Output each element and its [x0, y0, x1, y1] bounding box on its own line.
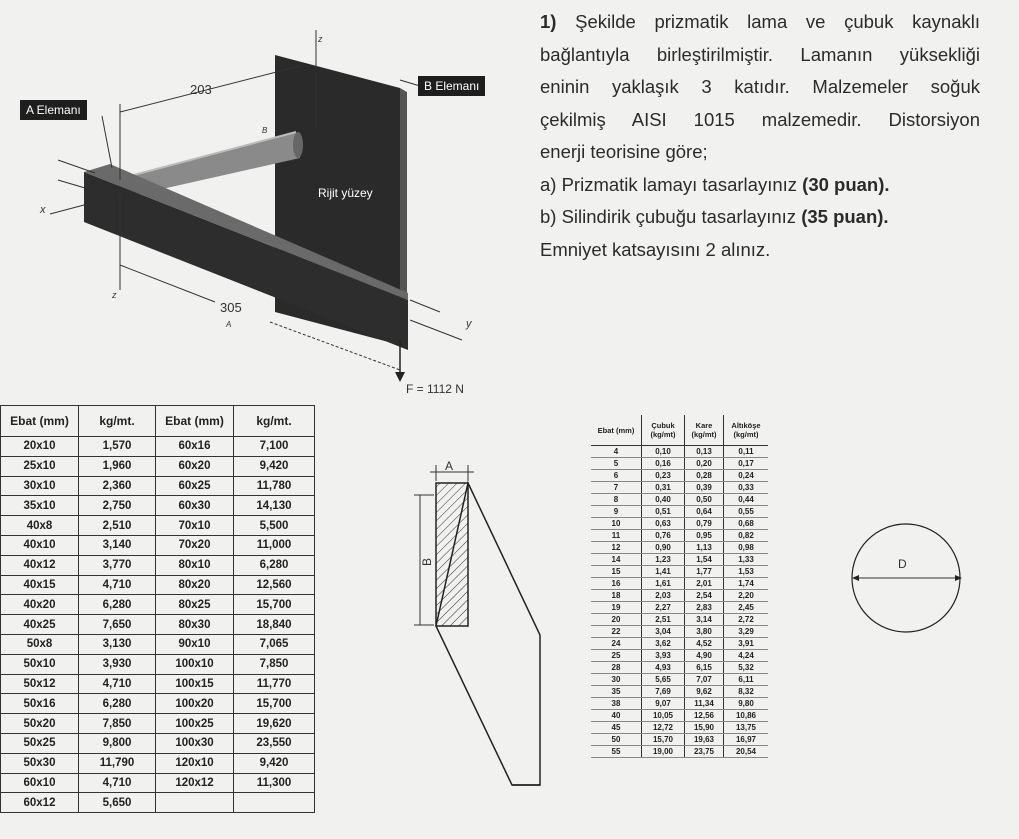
table-row	[591, 638, 768, 650]
table-row	[591, 662, 768, 674]
safety-factor-text: Emniyet katsayısını 2 alınız.	[540, 238, 771, 260]
table-cell: 20,54	[724, 746, 769, 758]
table-row	[591, 626, 768, 638]
table-row	[1, 496, 315, 516]
table-cell: 10,05	[642, 710, 685, 722]
table-cell	[156, 793, 234, 813]
table-row	[591, 470, 768, 482]
table-cell: 40x20	[1, 595, 79, 615]
table-cell: 0,44	[724, 494, 769, 506]
table-row	[1, 456, 315, 476]
table-row	[591, 602, 768, 614]
table-cell: 7,650	[79, 615, 156, 635]
table-cell: 9,420	[234, 456, 315, 476]
table-row	[591, 698, 768, 710]
cantilever-drawing	[0, 0, 530, 400]
table-cell: 19,63	[685, 734, 724, 746]
height-label-b: B	[420, 557, 435, 567]
table-cell: 1,41	[642, 566, 685, 578]
table-cell: 1,13	[685, 542, 724, 554]
table-cell: 5,32	[724, 662, 769, 674]
table-cell: 0,13	[685, 446, 724, 458]
table-cell: 3,80	[685, 626, 724, 638]
table-cell: 50x25	[1, 733, 79, 753]
table-cell: 8,32	[724, 686, 769, 698]
table-header-row	[591, 415, 768, 446]
table-cell: 11,34	[685, 698, 724, 710]
table-cell: 70x10	[156, 516, 234, 536]
table-cell: 50x20	[1, 714, 79, 734]
table-cell: 0,98	[724, 542, 769, 554]
table-row	[591, 734, 768, 746]
table-cell: 3,140	[79, 535, 156, 555]
rod-weight-table	[591, 415, 768, 758]
header-kare: Kare (kg/mt)	[685, 415, 724, 446]
table-row	[1, 516, 315, 536]
table-cell: 30x10	[1, 476, 79, 496]
table-cell: 0,55	[724, 506, 769, 518]
header-kgmt-2: kg/mt.	[234, 406, 315, 437]
table-cell: 3,770	[79, 555, 156, 575]
table-cell: 5,650	[79, 793, 156, 813]
table-row	[591, 566, 768, 578]
table-cell: 60x25	[156, 476, 234, 496]
table-cell: 19,620	[234, 714, 315, 734]
problem-number: 1)	[540, 11, 557, 32]
table-row	[1, 535, 315, 555]
table-cell: 11,770	[234, 674, 315, 694]
rectangular-section-figure	[400, 455, 560, 815]
a-element-label: A Elemanı	[20, 100, 87, 120]
table-cell: 2,72	[724, 614, 769, 626]
table-cell: 0,23	[642, 470, 685, 482]
table-cell: 0,17	[724, 458, 769, 470]
table-header-row	[1, 406, 315, 437]
header-cubuk: Çubuk (kg/mt)	[642, 415, 685, 446]
table-cell: 2,03	[642, 590, 685, 602]
b-element-label: B Elemanı	[418, 76, 485, 96]
table-cell: 16	[591, 578, 642, 590]
table-cell: 60x16	[156, 437, 234, 457]
point-a-label: A	[226, 320, 232, 329]
table-cell: 6,280	[79, 595, 156, 615]
table-cell: 120x10	[156, 753, 234, 773]
table-cell: 2,45	[724, 602, 769, 614]
table-cell: 6	[591, 470, 642, 482]
table-cell: 60x30	[156, 496, 234, 516]
table-cell: 0,64	[685, 506, 724, 518]
table-cell: 40x15	[1, 575, 79, 595]
table-cell: 4,710	[79, 575, 156, 595]
table-cell: 19,00	[642, 746, 685, 758]
table-cell: 2,51	[642, 614, 685, 626]
table-cell: 0,33	[724, 482, 769, 494]
problem-line-2: bağlantıyla birleştirilmiştir. Lamanın yüksekliği	[540, 43, 980, 65]
table-cell: 12,56	[685, 710, 724, 722]
part-a-text: a) Prizmatik lamayı tasarlayınız	[540, 173, 798, 195]
table-cell: 45	[591, 722, 642, 734]
table-row	[1, 714, 315, 734]
table-row	[591, 614, 768, 626]
table-cell: 1,61	[642, 578, 685, 590]
table-cell: 0,90	[642, 542, 685, 554]
table-cell: 55	[591, 746, 642, 758]
problem-line-4: çekilmiş AISI 1015 malzemedir. Distorsiyon	[540, 108, 980, 130]
table-cell: 7,850	[234, 654, 315, 674]
table-cell: 4	[591, 446, 642, 458]
table-cell: 11,780	[234, 476, 315, 496]
table-cell: 9,420	[234, 753, 315, 773]
table-cell: 2,360	[79, 476, 156, 496]
table-cell: 1,77	[685, 566, 724, 578]
table-cell: 5	[591, 458, 642, 470]
table-cell: 1,23	[642, 554, 685, 566]
table-cell: 4,90	[685, 650, 724, 662]
table-cell: 1,960	[79, 456, 156, 476]
table-cell: 0,31	[642, 482, 685, 494]
table-cell: 18	[591, 590, 642, 602]
force-label: F = 1112 N	[406, 382, 464, 396]
table-row	[591, 650, 768, 662]
force-arrow	[395, 372, 405, 382]
table-row	[1, 694, 315, 714]
axis-z-bottom-label: z	[112, 290, 117, 300]
table-cell: 2,750	[79, 496, 156, 516]
table-row	[591, 590, 768, 602]
table-cell: 50x30	[1, 753, 79, 773]
table-row	[591, 710, 768, 722]
table-cell: 3,14	[685, 614, 724, 626]
point-b-label: B	[262, 126, 268, 135]
table-cell: 0,10	[642, 446, 685, 458]
axis-x-label: x	[40, 204, 46, 216]
table-cell: 0,51	[642, 506, 685, 518]
table-cell: 2,20	[724, 590, 769, 602]
table-cell: 20	[591, 614, 642, 626]
table-cell: 10	[591, 518, 642, 530]
table-cell: 11,000	[234, 535, 315, 555]
table-cell: 70x20	[156, 535, 234, 555]
table-cell: 6,15	[685, 662, 724, 674]
table-cell: 2,510	[79, 516, 156, 536]
table-cell: 6,11	[724, 674, 769, 686]
table-cell: 9,07	[642, 698, 685, 710]
table-cell: 0,50	[685, 494, 724, 506]
table-cell: 0,39	[685, 482, 724, 494]
table-cell: 100x15	[156, 674, 234, 694]
table-cell: 40x25	[1, 615, 79, 635]
table-cell: 6,280	[79, 694, 156, 714]
table-row	[1, 615, 315, 635]
table-cell: 7	[591, 482, 642, 494]
table-cell: 2,27	[642, 602, 685, 614]
table-cell: 7,065	[234, 634, 315, 654]
table-cell: 3,62	[642, 638, 685, 650]
table-row	[591, 674, 768, 686]
table-row	[591, 722, 768, 734]
table-cell: 18,840	[234, 615, 315, 635]
table-cell: 50x16	[1, 694, 79, 714]
table-row	[1, 753, 315, 773]
table-cell: 3,91	[724, 638, 769, 650]
table-cell: 4,24	[724, 650, 769, 662]
part-b-text: b) Silindirik çubuğu tasarlayınız	[540, 206, 797, 227]
table-cell: 15,700	[234, 694, 315, 714]
table-cell: 4,710	[79, 773, 156, 793]
table-cell: 50x8	[1, 634, 79, 654]
table-cell: 5,65	[642, 674, 685, 686]
table-row	[1, 595, 315, 615]
circle-section-figure	[850, 505, 970, 650]
table-row	[1, 674, 315, 694]
table-cell: 4,710	[79, 674, 156, 694]
table-cell: 15,70	[642, 734, 685, 746]
header-altikose: Altıköşe (kg/mt)	[724, 415, 769, 446]
table-cell: 22	[591, 626, 642, 638]
table-row	[591, 446, 768, 458]
table-row	[1, 733, 315, 753]
table-row	[1, 575, 315, 595]
table-cell: 3,930	[79, 654, 156, 674]
table-cell: 12,560	[234, 575, 315, 595]
table-cell: 40x8	[1, 516, 79, 536]
table-cell: 100x20	[156, 694, 234, 714]
table-cell: 10,86	[724, 710, 769, 722]
table-row	[1, 793, 315, 813]
table-cell: 11	[591, 530, 642, 542]
table-cell: 2,01	[685, 578, 724, 590]
table-cell: 35x10	[1, 496, 79, 516]
table-cell: 7,69	[642, 686, 685, 698]
table-cell: 60x10	[1, 773, 79, 793]
table-cell: 0,76	[642, 530, 685, 542]
cantilever-figure	[0, 0, 530, 400]
table-cell: 15,700	[234, 595, 315, 615]
table-cell: 100x25	[156, 714, 234, 734]
table-cell: 25x10	[1, 456, 79, 476]
table-cell: 0,28	[685, 470, 724, 482]
table-cell: 100x30	[156, 733, 234, 753]
table-cell: 40x10	[1, 535, 79, 555]
table-row	[591, 578, 768, 590]
table-cell: 7,07	[685, 674, 724, 686]
table-cell: 0,82	[724, 530, 769, 542]
table-cell: 120x12	[156, 773, 234, 793]
table-row	[591, 746, 768, 758]
table-row	[591, 554, 768, 566]
header-kgmt-1: kg/mt.	[79, 406, 156, 437]
section-drawing	[400, 455, 560, 815]
header-ebat-1: Ebat (mm)	[1, 406, 79, 437]
table-cell: 9	[591, 506, 642, 518]
table-cell: 12,72	[642, 722, 685, 734]
table-cell: 40x12	[1, 555, 79, 575]
table-cell: 50x10	[1, 654, 79, 674]
table-cell: 15,90	[685, 722, 724, 734]
table-cell: 30	[591, 674, 642, 686]
table-cell: 11,790	[79, 753, 156, 773]
table-cell: 3,130	[79, 634, 156, 654]
table-cell: 2,83	[685, 602, 724, 614]
table-cell: 60x12	[1, 793, 79, 813]
table-cell: 1,54	[685, 554, 724, 566]
table-row	[591, 518, 768, 530]
table-cell: 80x20	[156, 575, 234, 595]
table-cell: 0,63	[642, 518, 685, 530]
table-row	[1, 654, 315, 674]
table-row	[591, 530, 768, 542]
table-cell: 7,100	[234, 437, 315, 457]
dimension-203: 203	[190, 82, 212, 97]
table-cell: 19	[591, 602, 642, 614]
table-cell: 80x25	[156, 595, 234, 615]
table-cell: 0,95	[685, 530, 724, 542]
part-a-points: (30 puan).	[802, 173, 890, 195]
table-cell: 7,850	[79, 714, 156, 734]
table-cell: 1,53	[724, 566, 769, 578]
table-cell: 4,52	[685, 638, 724, 650]
table-cell: 3,93	[642, 650, 685, 662]
axis-y-label: y	[466, 318, 472, 330]
table-cell: 50	[591, 734, 642, 746]
table-row	[591, 686, 768, 698]
table-row	[1, 476, 315, 496]
table-cell	[234, 793, 315, 813]
problem-line-5: enerji teorisine göre;	[540, 141, 708, 162]
table-cell: 14	[591, 554, 642, 566]
problem-line-1: Şekilde prizmatik lama ve çubuk kaynaklı	[575, 11, 980, 32]
table-cell: 16,97	[724, 734, 769, 746]
table-cell: 60x20	[156, 456, 234, 476]
table-cell: 4,93	[642, 662, 685, 674]
table-cell: 0,11	[724, 446, 769, 458]
table-row	[1, 634, 315, 654]
table-row	[1, 555, 315, 575]
diameter-label: D	[898, 557, 907, 571]
table-cell: 0,40	[642, 494, 685, 506]
table-row	[1, 437, 315, 457]
table-cell: 35	[591, 686, 642, 698]
table-cell: 1,74	[724, 578, 769, 590]
rigid-surface-label: Rijit yüzey	[318, 186, 373, 200]
table-cell: 20x10	[1, 437, 79, 457]
table-row	[1, 773, 315, 793]
circle-drawing	[850, 505, 970, 650]
table-cell: 0,79	[685, 518, 724, 530]
table-cell: 2,54	[685, 590, 724, 602]
table-row	[591, 458, 768, 470]
problem-line-3: eninin yaklaşık 3 katıdır. Malzemeler soğuk	[540, 76, 980, 97]
table-row	[591, 494, 768, 506]
table-cell: 0,16	[642, 458, 685, 470]
table-cell: 3,29	[724, 626, 769, 638]
table-cell: 80x30	[156, 615, 234, 635]
table-cell: 6,280	[234, 555, 315, 575]
dimension-305: 305	[220, 300, 242, 315]
table-cell: 3,04	[642, 626, 685, 638]
table-cell: 0,20	[685, 458, 724, 470]
table-cell: 9,80	[724, 698, 769, 710]
table-cell: 0,24	[724, 470, 769, 482]
table-cell: 1,570	[79, 437, 156, 457]
table-cell: 38	[591, 698, 642, 710]
table-cell: 80x10	[156, 555, 234, 575]
table-row	[591, 482, 768, 494]
table-cell: 100x10	[156, 654, 234, 674]
table-cell: 90x10	[156, 634, 234, 654]
table-cell: 5,500	[234, 516, 315, 536]
width-label-a: A	[445, 459, 454, 473]
table-cell: 12	[591, 542, 642, 554]
table-cell: 13,75	[724, 722, 769, 734]
table-cell: 23,550	[234, 733, 315, 753]
header-ebat: Ebat (mm)	[591, 415, 642, 446]
table-row	[591, 506, 768, 518]
table-cell: 50x12	[1, 674, 79, 694]
flat-bar-weight-table	[0, 405, 315, 813]
table-cell: 14,130	[234, 496, 315, 516]
header-ebat-2: Ebat (mm)	[156, 406, 234, 437]
table-cell: 9,62	[685, 686, 724, 698]
table-cell: 1,33	[724, 554, 769, 566]
table-cell: 40	[591, 710, 642, 722]
part-b-points: (35 puan).	[801, 206, 889, 227]
table-cell: 11,300	[234, 773, 315, 793]
table-cell: 0,68	[724, 518, 769, 530]
problem-statement	[540, 6, 980, 266]
table-cell: 23,75	[685, 746, 724, 758]
table-cell: 24	[591, 638, 642, 650]
axis-z-top-label: z	[318, 34, 323, 44]
table-row	[591, 542, 768, 554]
table-cell: 9,800	[79, 733, 156, 753]
table-cell: 28	[591, 662, 642, 674]
table-cell: 25	[591, 650, 642, 662]
table-cell: 15	[591, 566, 642, 578]
table-cell: 8	[591, 494, 642, 506]
